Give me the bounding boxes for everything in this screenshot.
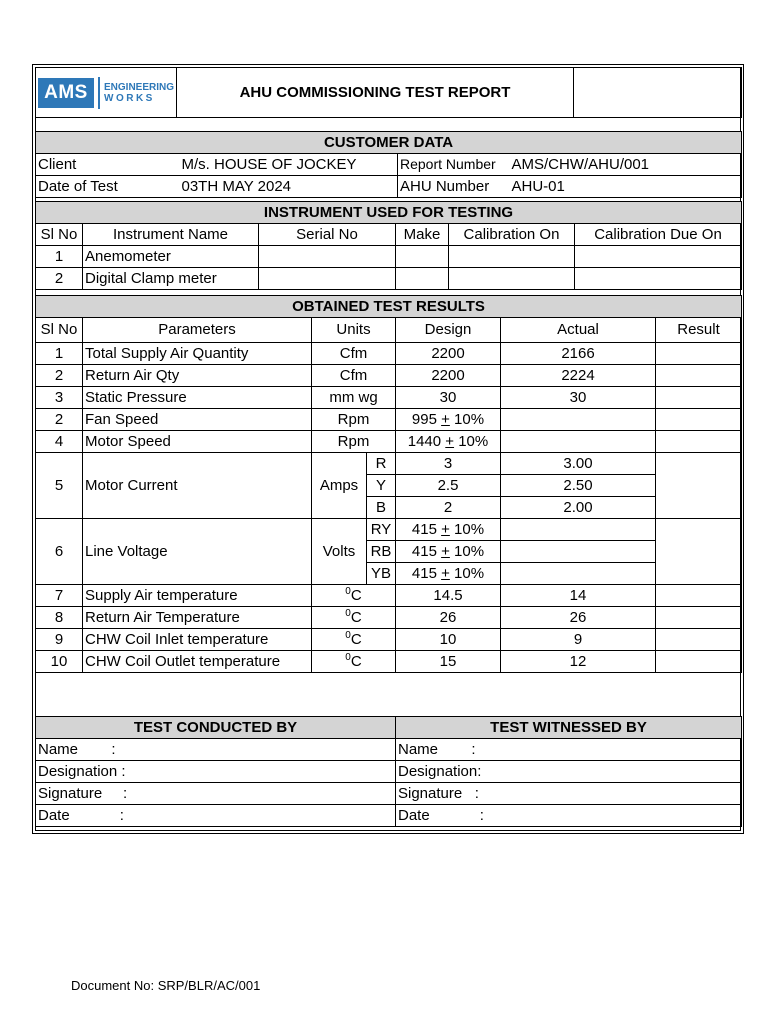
result-result (656, 519, 742, 585)
result-actual: 30 (501, 387, 656, 409)
result-phase: B (367, 497, 396, 519)
result-result (656, 431, 742, 453)
result-unit: Amps (312, 453, 367, 519)
result-parameter: Motor Speed (83, 431, 312, 453)
result-design: 3 (396, 453, 501, 475)
result-sl: 2 (36, 365, 83, 387)
result-design: 26 (396, 607, 501, 629)
table-row (36, 365, 742, 387)
result-actual (501, 519, 656, 541)
instrument-header-calibration-on: Calibration On (449, 224, 575, 246)
result-design: 415 + 10% (396, 519, 501, 541)
result-design: 2 (396, 497, 501, 519)
report-number-label: Report Number (398, 154, 510, 176)
conducted-date-field: Date : (36, 805, 396, 827)
logo-divider (98, 77, 100, 109)
result-unit: Cfm (312, 343, 396, 365)
result-sl: 4 (36, 431, 83, 453)
table-row (36, 651, 742, 673)
instrument-sl: 1 (36, 246, 83, 268)
table-row (36, 585, 742, 607)
result-result (656, 607, 742, 629)
result-unit: Volts (312, 519, 367, 585)
result-sl: 6 (36, 519, 83, 585)
instrument-header-make: Make (396, 224, 449, 246)
result-design: 2200 (396, 365, 501, 387)
witnessed-designation-field: Designation: (396, 761, 742, 783)
result-actual: 2.00 (501, 497, 656, 519)
result-parameter: CHW Coil Inlet temperature (83, 629, 312, 651)
instrument-serial (259, 246, 396, 268)
result-result (656, 387, 742, 409)
table-row (36, 453, 742, 475)
conducted-signature-field: Signature : (36, 783, 396, 805)
witnessed-date-field: Date : (396, 805, 742, 827)
table-row (36, 343, 742, 365)
result-parameter: Return Air Qty (83, 365, 312, 387)
table-row (36, 431, 742, 453)
instrument-name: Digital Clamp meter (83, 268, 259, 290)
results-header-result: Result (656, 318, 742, 343)
logo-mark: AMS (38, 78, 94, 108)
result-phase: RY (367, 519, 396, 541)
instrument-sl: 2 (36, 268, 83, 290)
conducted-name-field: Name : (36, 739, 396, 761)
instrument-calibration-on (449, 246, 575, 268)
result-parameter: Supply Air temperature (83, 585, 312, 607)
result-actual: 9 (501, 629, 656, 651)
logo-line-1: ENGINEERING (104, 81, 175, 93)
result-unit: $^0$C (312, 651, 396, 673)
result-actual (501, 563, 656, 585)
result-actual: 26 (501, 607, 656, 629)
table-row (36, 246, 742, 268)
witnessed-name-field: Name : (396, 739, 742, 761)
results-header-sl: Sl No (36, 318, 83, 343)
result-result (656, 651, 742, 673)
document-number: Document No: SRP/BLR/AC/001 (71, 978, 261, 993)
result-design: 15 (396, 651, 501, 673)
logo-line-2: WORKS (104, 92, 155, 104)
result-parameter: Motor Current (83, 453, 312, 519)
result-design: 2200 (396, 343, 501, 365)
ahu-number-value: AHU-01 (510, 176, 742, 198)
test-witnessed-title: TEST WITNESSED BY (396, 717, 742, 739)
result-parameter: Static Pressure (83, 387, 312, 409)
instrument-make (396, 246, 449, 268)
result-design: 415 + 10% (396, 541, 501, 563)
instrument-name: Anemometer (83, 246, 259, 268)
result-sl: 5 (36, 453, 83, 519)
signoff-table (35, 716, 742, 827)
result-actual: 3.00 (501, 453, 656, 475)
result-actual (501, 541, 656, 563)
result-result (656, 585, 742, 607)
result-sl: 1 (36, 343, 83, 365)
result-unit: Rpm (312, 409, 396, 431)
table-row (36, 387, 742, 409)
result-design: 415 + 10% (396, 563, 501, 585)
result-unit: mm wg (312, 387, 396, 409)
result-sl: 2 (36, 409, 83, 431)
date-of-test-label: Date of Test (36, 176, 180, 198)
result-phase: Y (367, 475, 396, 497)
report-title: AHU COMMISSIONING TEST REPORT (177, 68, 574, 118)
result-actual: 2224 (501, 365, 656, 387)
instrument-header-name: Instrument Name (83, 224, 259, 246)
result-actual: 2166 (501, 343, 656, 365)
result-actual: 14 (501, 585, 656, 607)
result-actual: 2.50 (501, 475, 656, 497)
result-unit: Cfm (312, 365, 396, 387)
table-row (36, 607, 742, 629)
instrument-calibration-on (449, 268, 575, 290)
customer-section-title: CUSTOMER DATA (36, 132, 742, 154)
results-header-units: Units (312, 318, 396, 343)
result-result (656, 343, 742, 365)
result-result (656, 409, 742, 431)
instrument-table (35, 201, 742, 290)
client-value: M/s. HOUSE OF JOCKEY (180, 154, 398, 176)
customer-data-table (35, 131, 742, 198)
result-sl: 8 (36, 607, 83, 629)
result-parameter: Line Voltage (83, 519, 312, 585)
date-of-test-value: 03TH MAY 2024 (180, 176, 398, 198)
result-parameter: Fan Speed (83, 409, 312, 431)
table-row (36, 519, 742, 541)
results-header-actual: Actual (501, 318, 656, 343)
report-number-value: AMS/CHW/AHU/001 (510, 154, 742, 176)
result-design: 2.5 (396, 475, 501, 497)
client-label: Client (36, 154, 180, 176)
result-sl: 10 (36, 651, 83, 673)
results-header-design: Design (396, 318, 501, 343)
ahu-number-label: AHU Number (398, 176, 510, 198)
instrument-header-sl: Sl No (36, 224, 83, 246)
result-unit: $^0$C (312, 585, 396, 607)
result-unit: Rpm (312, 431, 396, 453)
result-result (656, 629, 742, 651)
table-row (36, 268, 742, 290)
table-row (36, 629, 742, 651)
result-design: 995 + 10% (396, 409, 501, 431)
result-actual (501, 431, 656, 453)
instrument-make (396, 268, 449, 290)
result-design: 30 (396, 387, 501, 409)
result-parameter: CHW Coil Outlet temperature (83, 651, 312, 673)
instrument-serial (259, 268, 396, 290)
conducted-designation-field: Designation : (36, 761, 396, 783)
results-table (35, 295, 742, 673)
result-parameter: Return Air Temperature (83, 607, 312, 629)
results-section-title: OBTAINED TEST RESULTS (36, 296, 742, 318)
result-result (656, 365, 742, 387)
result-result (656, 453, 742, 519)
result-design: 1440 + 10% (396, 431, 501, 453)
instrument-section-title: INSTRUMENT USED FOR TESTING (36, 202, 742, 224)
result-phase: R (367, 453, 396, 475)
result-sl: 9 (36, 629, 83, 651)
instrument-header-calibration-due: Calibration Due On (575, 224, 742, 246)
header-blank-cell (574, 68, 742, 118)
table-row (36, 409, 742, 431)
witnessed-signature-field: Signature : (396, 783, 742, 805)
result-parameter: Total Supply Air Quantity (83, 343, 312, 365)
instrument-header-serial: Serial No (259, 224, 396, 246)
result-phase: RB (367, 541, 396, 563)
instrument-calibration-due (575, 246, 742, 268)
result-design: 14.5 (396, 585, 501, 607)
result-sl: 3 (36, 387, 83, 409)
result-design: 10 (396, 629, 501, 651)
result-phase: YB (367, 563, 396, 585)
test-conducted-title: TEST CONDUCTED BY (36, 717, 396, 739)
results-header-parameters: Parameters (83, 318, 312, 343)
instrument-calibration-due (575, 268, 742, 290)
result-sl: 7 (36, 585, 83, 607)
result-unit: $^0$C (312, 629, 396, 651)
result-unit: $^0$C (312, 607, 396, 629)
result-actual (501, 409, 656, 431)
company-logo (36, 68, 177, 118)
result-actual: 12 (501, 651, 656, 673)
report-header (35, 67, 742, 118)
